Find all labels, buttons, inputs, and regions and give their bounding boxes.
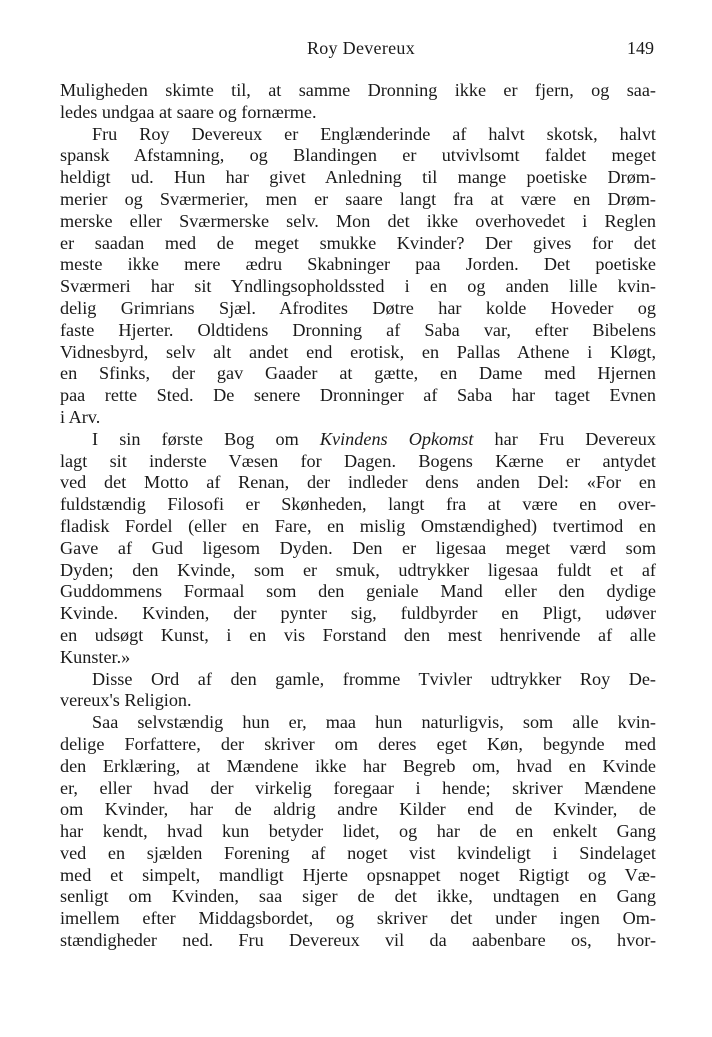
page-header	[60, 38, 662, 64]
text-line: ved det Motto af Renan, der indleder dens anden Del: «For en	[60, 472, 656, 493]
text-line: meste ikke mere ædru Skabninger paa Jorden. Det poetiske	[60, 254, 656, 275]
text-line: Saa selvstændig hun er, maa hun naturligvis, som alle kvin-	[92, 712, 656, 733]
text-line: merske eller Sværmerske selv. Mon det ikke overhovedet i Reglen	[60, 210, 656, 231]
text-line: ved en sjælden Forening af noget vist kvindeligt i Sindelaget	[60, 842, 656, 863]
text-line: senligt om Kvinden, saa siger de det ikke, undtagen en Gang	[60, 886, 656, 907]
text-line: lagt sit inderste Væsen for Dagen. Bogens Kærne er antydet	[60, 450, 656, 471]
text-line: om Kvinder, har de aldrig andre Kilder end de Kvinder, de	[60, 799, 656, 820]
book-title-italic: Kvindens Opkomst	[319, 428, 474, 449]
page-number: 149	[627, 38, 654, 58]
text-line: i Arv.	[60, 406, 101, 427]
text-line: delig Grimrians Sjæl. Afrodites Døtre har kolde Hoveder og	[60, 297, 656, 318]
text-line: faste Hjerter. Oldtidens Dronning af Saba var, efter Bibelens	[60, 319, 656, 340]
text-line: heldigt ud. Hun har givet Anledning til mange poetiske Drøm-	[60, 167, 656, 188]
text-line: Kvinde. Kvinden, der pynter sig, fuldbyrder en Pligt, udøver	[60, 603, 656, 624]
text-line: en udsøgt Kunst, i en vis Forstand den mest henrivende af alle	[60, 624, 656, 645]
text-line: spansk Afstamning, og Blandingen er utvivlsomt faldet meget	[60, 145, 656, 166]
text-line: Gave af Gud ligesom Dyden. Den er ligesaa meget værd som	[60, 537, 656, 558]
body-text	[60, 80, 656, 952]
text-line: stændigheder ned. Fru Devereux vil da aabenbare os, hvor-	[60, 930, 656, 951]
text-line: Fru Roy Devereux er Englænderinde af halvt skotsk, halvt	[92, 123, 656, 144]
running-title: Roy Devereux	[306, 38, 416, 58]
text-line: imellem efter Middagsbordet, og skriver det under ingen Om-	[60, 908, 656, 929]
text-line: er saadan med de meget smukke Kvinder? Der gives for det	[60, 232, 656, 253]
text-line: Vidnesbyrd, selv alt andet end erotisk, en Pallas Athene i Kløgt,	[60, 341, 656, 362]
text-line: Disse Ord af den gamle, fromme Tvivler udtrykker Roy De-	[92, 668, 656, 689]
text-line: merier og Sværmerier, men er saare langt fra at være en Drøm-	[60, 188, 656, 209]
text-line: Muligheden skimte til, at samme Dronning ikke er fjern, og saa-	[60, 80, 656, 100]
text-line: er, eller hvad der virkelig foregaar i hende; skriver Mændene	[60, 777, 656, 798]
text-line: Guddommens Formaal som den geniale Mand eller den dydige	[60, 581, 656, 602]
text-line: med et simpelt, mandligt Hjerte opsnappet noget Rigtigt og Væ-	[60, 864, 656, 885]
text-line-segment: har Fru Devereux	[473, 428, 656, 449]
text-line: Dyden; den Kvinde, som er smuk, udtrykker ligesaa fuldt et af	[60, 559, 656, 580]
text-line-segment: I sin første Bog om	[92, 428, 320, 449]
text-line: fuldstændig Filosofi er Skønheden, langt fra at være en over-	[60, 494, 656, 515]
text-line: vereux's Religion.	[60, 690, 192, 711]
text-line: har kendt, hvad kun betyder lidet, og har de en enkelt Gang	[60, 821, 656, 842]
text-line: fladisk Fordel (eller en Fare, en mislig Omstændighed) tvertimod en	[60, 515, 656, 536]
text-line: en Sfinks, der gav Gaader at gætte, en Dame med Hjernen	[60, 363, 656, 384]
text-line: Sværmeri har sit Yndlingsopholdssted i en og anden lille kvin-	[60, 276, 656, 297]
text-line	[60, 429, 656, 451]
text-line: den Erklæring, at Mændene ikke har Begreb om, hvad en Kvinde	[60, 755, 656, 776]
text-line: paa rette Sted. De senere Dronninger af Saba har taget Evnen	[60, 385, 656, 406]
text-line: ledes undgaa at saare og fornærme.	[60, 101, 317, 122]
text-line: delige Forfattere, der skriver om deres eget Køn, begynde med	[60, 733, 656, 754]
text-line: Kunster.»	[60, 646, 131, 667]
